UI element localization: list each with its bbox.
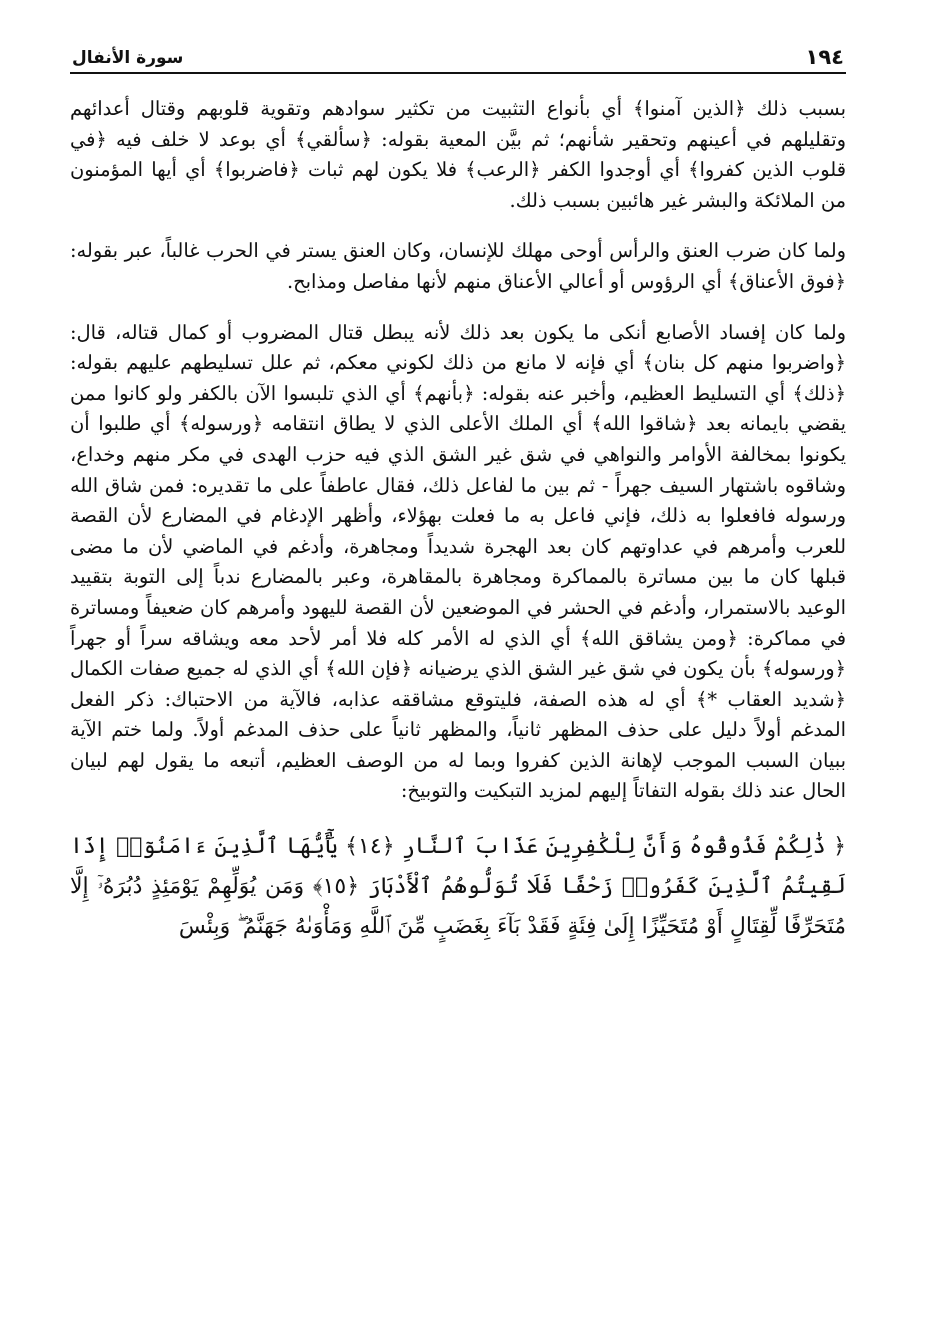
quran-verses: ﴿ ذَٰلِكُمْ فَذُوقُوهُ وَأَنَّ لِلْكَٰفِرِينَ عَذَابَ ٱلنَّارِ ﴿١٤﴾ يَٰٓأَيُّهَا ٱلَّذِينَ ءَامَنُوٓا۟ إِذَا لَقِيتُمُ ٱلَّذِينَ كَفَرُوا۟ زَحْفًا فَلَا تُوَلُّوهُمُ ٱلْأَدْبَارَ ﴿١٥﴾ وَمَن يُوَلِّهِمْ يَوْمَئِذٍ دُبُرَهُۥٓ إِلَّا مُتَحَرِّفًا لِّقِتَالٍ أَوْ مُتَحَيِّزًا إِلَىٰ فِئَةٍ فَقَدْ بَآءَ بِغَضَبٍ مِّنَ ٱللَّهِ وَمَأْوَىٰهُ جَهَنَّمُ ۖ وَبِئْسَ — [70, 834, 847, 940]
paragraph: ولما كان ضرب العنق والرأس أوحى مهلك للإنسان، وكان العنق يستر في الحرب غالباً، عبر بقوله: ﴿فوق الأعناق﴾ أي الرؤوس أو أعالي الأعناق منهم لأنها مفاصل ومذابح. — [70, 239, 846, 293]
book-page — [70, 38, 846, 947]
paragraph: بسبب ذلك ﴿الذين آمنوا﴾ أي بأنواع التثبيت من تكثير سوادهم وتقوية قلوبهم وقتال أعدائهم وتقليلهم في أعينهم وتحقير شأنهم؛ ثم بيَّن المعية بقوله: ﴿سألقي﴾ أي بوعد لا خلف فيه ﴿في قلوب الذين كفروا﴾ أي أوجدوا الكفر ﴿الرعب﴾ فلا يكون لهم ثبات ﴿فاضربوا﴾ أي أيها المؤمنون من الملائكة والبشر غير هائبين بسبب ذلك. — [70, 97, 846, 212]
page-number: ١٩٤ — [805, 45, 844, 69]
commentary-text — [70, 94, 846, 807]
paragraph: ولما كان إفساد الأصابع أنكى ما يكون بعد ذلك لأنه يبطل قتال المضروب أو كمال قتاله، قال: ﴿واضربوا منهم كل بنان﴾ أي فإنه لا مانع من ذلك لكوني معكم، ثم علل تسليطهم عليهم بقوله: ﴿ذلك﴾ أي التسليط العظيم، وأخبر عنه بقوله: ﴿بأنهم﴾ أي الذي تلبسوا الآن بالكفر ولو كانوا ممن يقضي بايمانه بعد ﴿شاقوا الله﴾ أي الملك الأعلى الذي لا يطاق انتقامه ﴿ورسوله﴾ أي طلبوا أن يكونوا بمخالفة الأوامر والنواهي في شق غير الشق الذي فيه حزب الهدى في مكر منهم وخداع، وشاقوه باشتهار السيف جهراً - ثم بين ما لفاعل ذلك، فقال عاطفاً على ما تقديره: فمن شاق الله ورسوله فافعلوا به ذلك، فإني فاعل به ما فعلت بهؤلاء، وأظهر الإدغام في المضارع لأن القصة للعرب وأمرهم في عداوتهم كان بعد الهجرة شديداً ومجاهرة، وأدغم في الماضي لأن ما مضى قبلها كان ما بين مساترة بالمماكرة ومجاهرة بالمقاهرة، وعبر بالمضارع ندباً إلى التوبة بتقييد الوعيد بالاستمرار، وأدغم في الحشر في الموضعين لأن القصة لليهود وأمرهم كان ضعيفاً ومساترة في مماكرة: ﴿ومن يشاقق الله﴾ أي الذي له الأمر كله فلا أمر لأحد معه ويشاقه سراً أو جهراً ﴿ورسوله﴾ بأن يكون في شق غير الشق الذي يرضيانه ﴿فإن الله﴾ أي الذي له جميع صفات الكمال ﴿شديد العقاب *﴾ أي له هذه الصفة، فليتوقع مشاققه عذابه، فالآية من الاحتباك: ذكر الفعل المدغم أولاً دليل على حذف المظهر ثانياً، والمظهر ثانياً على حذف المدغم أولاً. ولما ختم الآية ببيان السبب الموجب لإهانة الذين كفروا وبما له من الوصف العظيم، أتبعه ما يقول لهم لبيان الحال عند ذلك بقوله التفاتاً إليهم لمزيد التبكيت والتوبيخ: — [70, 320, 846, 803]
page-header — [70, 38, 846, 74]
surah-name: سورة الأنفال — [72, 48, 184, 68]
